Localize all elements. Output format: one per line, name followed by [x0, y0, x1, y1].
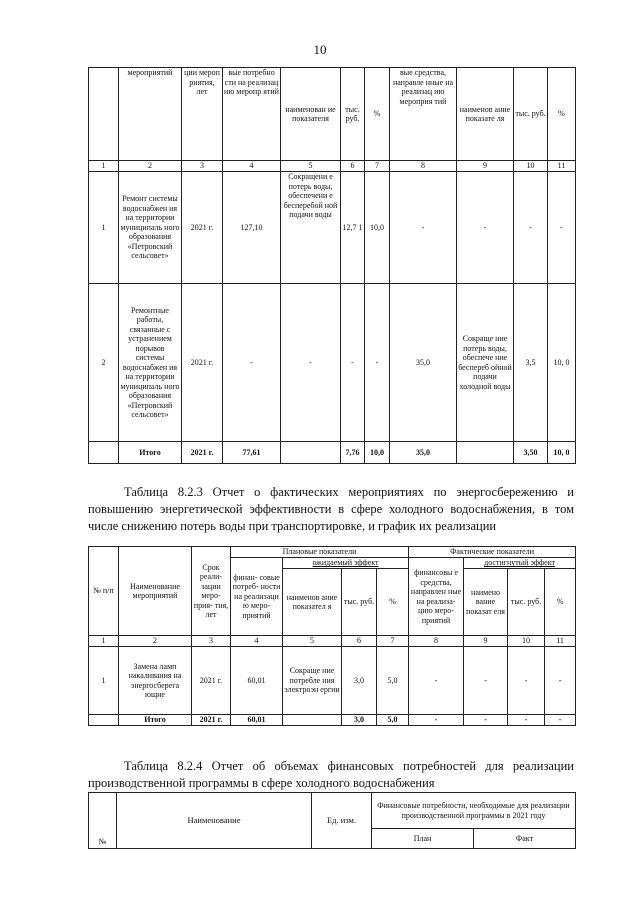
cell: 2: [89, 284, 119, 442]
header-cell: наименован ие показателя: [281, 68, 341, 161]
cell: -: [514, 172, 548, 284]
header-fact: Факт: [474, 829, 576, 849]
cell: 5,0: [377, 647, 409, 715]
cell: -: [223, 284, 281, 442]
cell: -: [281, 284, 341, 442]
col-number: 5: [283, 636, 342, 647]
header-indicator: наименов ание показател я: [283, 569, 342, 636]
col-number: 6: [341, 161, 365, 172]
financial-needs-table: [88, 792, 576, 849]
cell: [457, 442, 514, 464]
header-achieved-label: достигнутый эффект: [484, 558, 555, 568]
col-number: 9: [457, 161, 514, 172]
cell: 10,0: [365, 172, 390, 284]
header-rub: тыс. руб.: [508, 569, 545, 636]
header-num: № п/п: [89, 547, 119, 636]
cell: Итого: [119, 715, 192, 726]
header-indicator: наимено вание показат еля: [464, 569, 508, 636]
cell: Ремонт системы водоснабжен ия на территории муниципаль ного образования «Петровский сельсовет»: [119, 172, 182, 284]
header-plan: План: [372, 829, 474, 849]
cell: -: [545, 647, 576, 715]
cell: 77,61: [223, 442, 281, 464]
col-number: 1: [89, 161, 119, 172]
cell: 127,10: [223, 172, 281, 284]
header-pct: %: [377, 569, 409, 636]
header-expected-label: ожидаемый эффект: [312, 558, 379, 568]
header-expected: [283, 558, 409, 569]
header-cell: наименов ание показате ля: [457, 68, 514, 161]
cell: -: [365, 284, 390, 442]
header-cell: %: [548, 68, 576, 161]
cell: 2021 г.: [182, 172, 223, 284]
cell: -: [457, 172, 514, 284]
table-header-row: [89, 68, 576, 161]
column-number-row: [89, 161, 576, 172]
col-number: 11: [548, 161, 576, 172]
cell: 1: [89, 172, 119, 284]
header-cell: тыс. руб.: [341, 68, 365, 161]
cell: 5,0: [377, 715, 409, 726]
cell: 3,0: [342, 715, 377, 726]
cell: [281, 442, 341, 464]
cell: 2021 г.: [182, 284, 223, 442]
header-cell: %: [365, 68, 390, 161]
header-num: №: [89, 793, 117, 849]
col-number: 10: [514, 161, 548, 172]
header-term: Срок реали- зации меро- прия- тия, лет: [192, 547, 231, 636]
col-number: 9: [464, 636, 508, 647]
header-name: Наименование мероприятий: [119, 547, 192, 636]
col-number: 11: [545, 636, 576, 647]
header-rub: тыс. руб.: [342, 569, 377, 636]
cell: 7,76: [341, 442, 365, 464]
cell: -: [548, 172, 576, 284]
header-cell: вые средства, направле нные на реализац ию мероприя тий: [390, 68, 457, 161]
cell: -: [508, 715, 545, 726]
cell: Ремонтные работы, связанные с устранением порывов системы водоснабжен ия на территории муниципаль ного образования «Петровский сельсовет»: [119, 284, 182, 442]
header-fin-fact: финансовы е средства, направлен ные на реализа- цию меро- приятий: [409, 558, 464, 636]
cell: -: [508, 647, 545, 715]
cell: 3,5: [514, 284, 548, 442]
header-pct: %: [545, 569, 576, 636]
cell: 2021 г.: [182, 442, 223, 464]
page-number: 10: [313, 42, 327, 57]
cell: 10, 0: [548, 442, 576, 464]
cell: -: [464, 647, 508, 715]
col-number: 3: [182, 161, 223, 172]
header-plan: Плановые показатели: [231, 547, 409, 558]
cell: 3,50: [514, 442, 548, 464]
cell: 60,01: [231, 715, 283, 726]
cell: Замена ламп накаливания на энергосберега ющие: [119, 647, 192, 715]
cell: Итого: [119, 442, 182, 464]
header-unit: Ед. изм.: [312, 793, 372, 849]
col-number: 2: [119, 636, 192, 647]
cell: 1: [89, 647, 119, 715]
cell: 10,0: [365, 442, 390, 464]
cell: -: [409, 647, 464, 715]
cell: -: [409, 715, 464, 726]
header-cell: мероприятий: [119, 68, 182, 161]
column-number-row: [89, 636, 576, 647]
header-cell: вые потребно сти на реализац ию меропр ятий: [223, 68, 281, 161]
col-number: 6: [342, 636, 377, 647]
col-number: 1: [89, 636, 119, 647]
col-number: 2: [119, 161, 182, 172]
cell: 60,01: [231, 647, 283, 715]
cell: -: [545, 715, 576, 726]
table-header-row: [89, 793, 576, 829]
energy-saving-table: [88, 546, 576, 726]
total-row: [89, 715, 576, 726]
cell: 35,0: [390, 284, 457, 442]
total-row: [89, 442, 576, 464]
cell: 2021 г.: [192, 647, 231, 715]
col-number: 5: [281, 161, 341, 172]
cell: 35,0: [390, 442, 457, 464]
cell: [89, 442, 119, 464]
cell: [283, 715, 342, 726]
header-fin-plan: финан- совые потреб- ности на реализаци ю меро- приятий: [231, 558, 283, 636]
cell: Сокраще ние потерь воды, обеспече ние беспереб ойной подачи холодной воды: [457, 284, 514, 442]
col-number: 8: [409, 636, 464, 647]
table-caption: Таблица 8.2.4 Отчет об объемах финансовых потребностей для реализации производственной программы в сфере холодного водоснабжения: [88, 759, 574, 790]
header-cell: ции мероп риятия, лет: [182, 68, 223, 161]
cell: -: [341, 284, 365, 442]
cell: 3,0: [342, 647, 377, 715]
col-number: 7: [377, 636, 409, 647]
cell: 2021 г.: [192, 715, 231, 726]
header-fact: Фактические показатели: [409, 547, 576, 558]
cell: [89, 715, 119, 726]
col-number: 4: [223, 161, 281, 172]
header-achieved: [464, 558, 576, 569]
header-financial-needs: Финансовые потребности, необходимые для реализации производственной программы в 2021 году: [372, 793, 576, 829]
cell: Сокращени е потерь воды, обеспечени е бесперебой ной подачи воды: [281, 172, 341, 284]
col-number: 7: [365, 161, 390, 172]
cell: Сокраще ние потребле ния электроэн ергии: [283, 647, 342, 715]
table-caption: Таблица 8.2.3 Отчет о фактических мероприятиях по энергосбережению и повышению энергетической эффективности в сфере холодного водоснабжения, в том числе снижению потерь воды при транспортировке, и график их реализации: [88, 485, 574, 533]
table-row: [89, 647, 576, 715]
col-number: 4: [231, 636, 283, 647]
cell: -: [464, 715, 508, 726]
table-header-row: [89, 547, 576, 558]
table-row: [89, 172, 576, 284]
measures-table: [88, 67, 576, 464]
header-cell: тыс. руб.: [514, 68, 548, 161]
col-number: 10: [508, 636, 545, 647]
header-name: Наименование: [117, 793, 312, 849]
cell: 12,7 1: [341, 172, 365, 284]
header-cell-num: [89, 68, 119, 161]
cell: -: [390, 172, 457, 284]
table-row: [89, 284, 576, 442]
col-number: 3: [192, 636, 231, 647]
cell: 10, 0: [548, 284, 576, 442]
col-number: 8: [390, 161, 457, 172]
